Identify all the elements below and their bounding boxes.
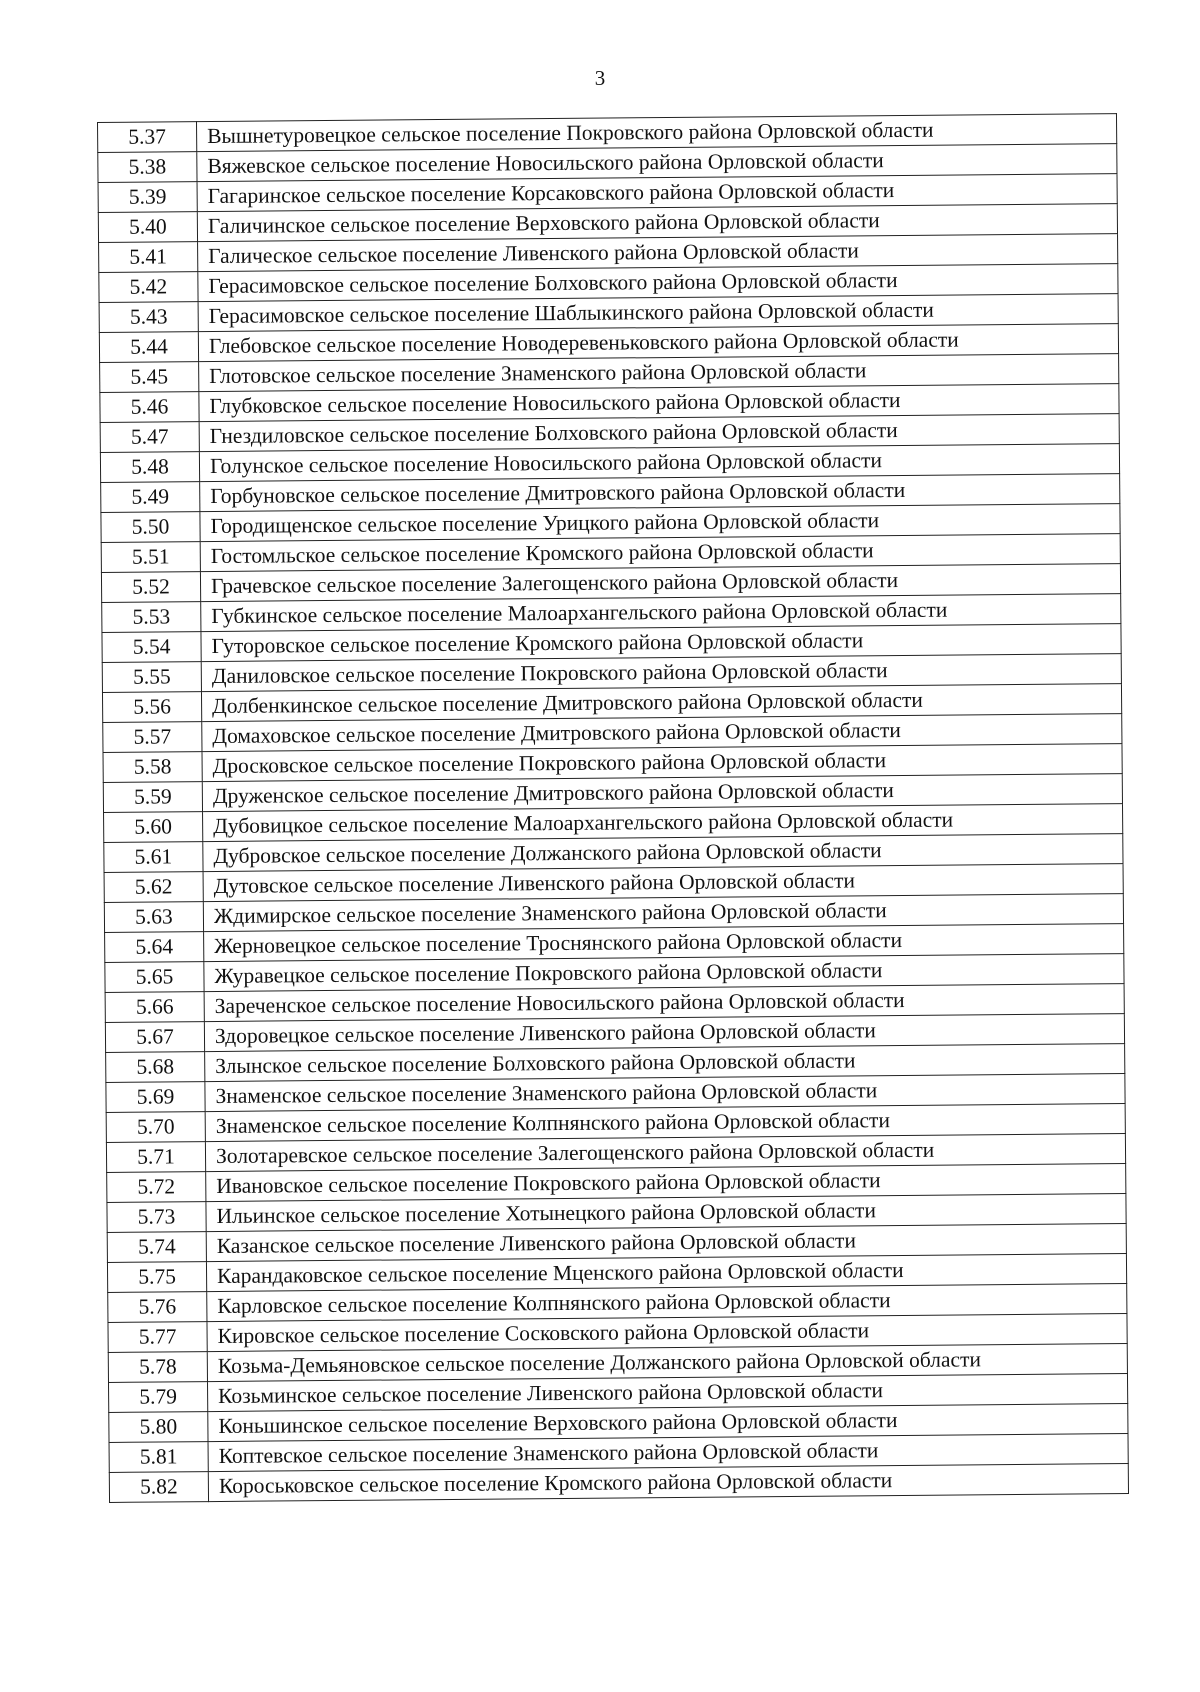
row-number: 5.51 (101, 542, 200, 573)
page-number: 3 (594, 66, 606, 90)
settlement-name: Здоровецкое сельское поселение Ливенского района Орловской области (204, 1014, 1124, 1052)
settlement-name: Городищенское сельское поселение Урицкого района Орловской области (200, 504, 1120, 542)
settlement-name: Дубровское сельское поселение Должанского района Орловской области (203, 834, 1123, 872)
settlement-name: Знаменское сельское поселение Знаменского района Орловской области (205, 1074, 1125, 1112)
settlements-table-body (98, 114, 1129, 1503)
settlement-name: Гостомльское сельское поселение Кромского района Орловской области (200, 534, 1120, 572)
row-number: 5.43 (99, 302, 198, 333)
settlement-name: Герасимовское сельское поселение Болховского района Орловской области (198, 264, 1118, 302)
settlement-name: Дутовское сельское поселение Ливенского района Орловской области (203, 864, 1123, 902)
row-number: 5.42 (99, 272, 198, 303)
row-number: 5.54 (102, 632, 201, 663)
settlement-name: Злынское сельское поселение Болховского района Орловской области (205, 1044, 1125, 1082)
settlement-name: Глебовское сельское поселение Новодеревеньковского района Орловской области (198, 324, 1118, 362)
row-number: 5.77 (108, 1322, 207, 1353)
row-number: 5.40 (98, 212, 197, 243)
row-number: 5.70 (106, 1112, 205, 1143)
row-number: 5.66 (105, 992, 204, 1023)
row-number: 5.44 (99, 332, 198, 363)
row-number: 5.71 (106, 1142, 205, 1173)
settlement-name: Ивановское сельское поселение Покровского района Орловской области (206, 1164, 1126, 1202)
settlement-name: Кировское сельское поселение Сосковского района Орловской области (207, 1314, 1127, 1352)
row-number: 5.62 (104, 872, 203, 903)
settlement-name: Ждимирское сельское поселение Знаменского района Орловской области (203, 894, 1123, 932)
settlement-name: Даниловское сельское поселение Покровского района Орловской области (201, 654, 1121, 692)
settlement-name: Ильинское сельское поселение Хотынецкого района Орловской области (206, 1194, 1126, 1232)
row-number: 5.48 (100, 452, 199, 483)
row-number: 5.38 (98, 152, 197, 183)
row-number: 5.58 (103, 752, 202, 783)
settlement-name: Друженское сельское поселение Дмитровского района Орловской области (202, 774, 1122, 812)
row-number: 5.64 (105, 932, 204, 963)
settlement-name: Гнездиловское сельское поселение Болховского района Орловской области (199, 414, 1119, 452)
settlement-name: Короськовское сельское поселение Кромского района Орловской области (208, 1464, 1128, 1502)
settlement-name: Гуторовское сельское поселение Кромского района Орловской области (201, 624, 1121, 662)
row-number: 5.79 (108, 1382, 207, 1413)
settlement-name: Козьма-Демьяновское сельское поселение Должанского района Орловской области (207, 1344, 1127, 1382)
row-number: 5.39 (98, 182, 197, 213)
row-number: 5.56 (102, 692, 201, 723)
settlement-name: Губкинское сельское поселение Малоархангельского района Орловской области (201, 594, 1121, 632)
settlement-name: Дубовицкое сельское поселение Малоархангельского района Орловской области (203, 804, 1123, 842)
settlement-name: Гагаринское сельское поселение Корсаковского района Орловской области (197, 174, 1117, 212)
settlement-name: Карловское сельское поселение Колпнянского района Орловской области (207, 1284, 1127, 1322)
row-number: 5.49 (101, 482, 200, 513)
row-number: 5.37 (98, 122, 197, 153)
row-number: 5.72 (107, 1172, 206, 1203)
settlement-name: Журавецкое сельское поселение Покровского района Орловской области (204, 954, 1124, 992)
settlement-name: Жерновецкое сельское поселение Троснянского района Орловской области (204, 924, 1124, 962)
row-number: 5.65 (105, 962, 204, 993)
row-number: 5.73 (107, 1202, 206, 1233)
settlement-name: Горбуновское сельское поселение Дмитровского района Орловской области (200, 474, 1120, 512)
settlement-name: Козьминское сельское поселение Ливенского района Орловской области (207, 1374, 1127, 1412)
settlement-name: Вышнетуровецкое сельское поселение Покровского района Орловской области (197, 114, 1117, 152)
settlement-name: Грачевское сельское поселение Залегощенского района Орловской области (200, 564, 1120, 602)
row-number: 5.55 (102, 662, 201, 693)
row-number: 5.61 (104, 842, 203, 873)
settlement-name: Вяжевское сельское поселение Новосильского района Орловской области (197, 144, 1117, 182)
row-number: 5.50 (101, 512, 200, 543)
row-number: 5.68 (106, 1052, 205, 1083)
row-number: 5.52 (101, 572, 200, 603)
row-number: 5.74 (107, 1232, 206, 1263)
settlement-name: Золотаревское сельское поселение Залегощенского района Орловской области (205, 1134, 1125, 1172)
settlement-name: Зареченское сельское поселение Новосильского района Орловской области (204, 984, 1124, 1022)
settlement-name: Долбенкинское сельское поселение Дмитровского района Орловской области (201, 684, 1121, 722)
row-number: 5.67 (105, 1022, 204, 1053)
settlement-name: Казанское сельское поселение Ливенского района Орловской области (206, 1224, 1126, 1262)
settlement-name: Коптевское сельское поселение Знаменского района Орловской области (208, 1434, 1128, 1472)
settlement-name: Дросковское сельское поселение Покровского района Орловской области (202, 744, 1122, 782)
settlement-name: Герасимовское сельское поселение Шаблыкинского района Орловской области (198, 294, 1118, 332)
settlement-name: Голунское сельское поселение Новосильского района Орловской области (199, 444, 1119, 482)
row-number: 5.60 (104, 812, 203, 843)
settlements-table (97, 113, 1129, 1503)
row-number: 5.57 (103, 722, 202, 753)
row-number: 5.81 (109, 1442, 208, 1473)
settlement-name: Знаменское сельское поселение Колпнянского района Орловской области (205, 1104, 1125, 1142)
settlement-name: Коньшинское сельское поселение Верховского района Орловской области (208, 1404, 1128, 1442)
settlement-name: Домаховское сельское поселение Дмитровского района Орловской области (202, 714, 1122, 752)
row-number: 5.45 (100, 362, 199, 393)
row-number: 5.53 (102, 602, 201, 633)
row-number: 5.47 (100, 422, 199, 453)
row-number: 5.80 (109, 1412, 208, 1443)
settlement-name: Глубковское сельское поселение Новосильского района Орловской области (199, 384, 1119, 422)
row-number: 5.69 (106, 1082, 205, 1113)
settlement-name: Глотовское сельское поселение Знаменского района Орловской области (199, 354, 1119, 392)
row-number: 5.76 (108, 1292, 207, 1323)
row-number: 5.41 (99, 242, 198, 273)
row-number: 5.59 (103, 782, 202, 813)
settlement-name: Галичинское сельское поселение Верховского района Орловской области (197, 204, 1117, 242)
row-number: 5.63 (104, 902, 203, 933)
settlement-name: Карандаковское сельское поселение Мценского района Орловской области (206, 1254, 1126, 1292)
row-number: 5.75 (107, 1262, 206, 1293)
row-number: 5.82 (109, 1472, 208, 1503)
row-number: 5.78 (108, 1352, 207, 1383)
settlement-name: Галическое сельское поселение Ливенского района Орловской области (198, 234, 1118, 272)
row-number: 5.46 (100, 392, 199, 423)
